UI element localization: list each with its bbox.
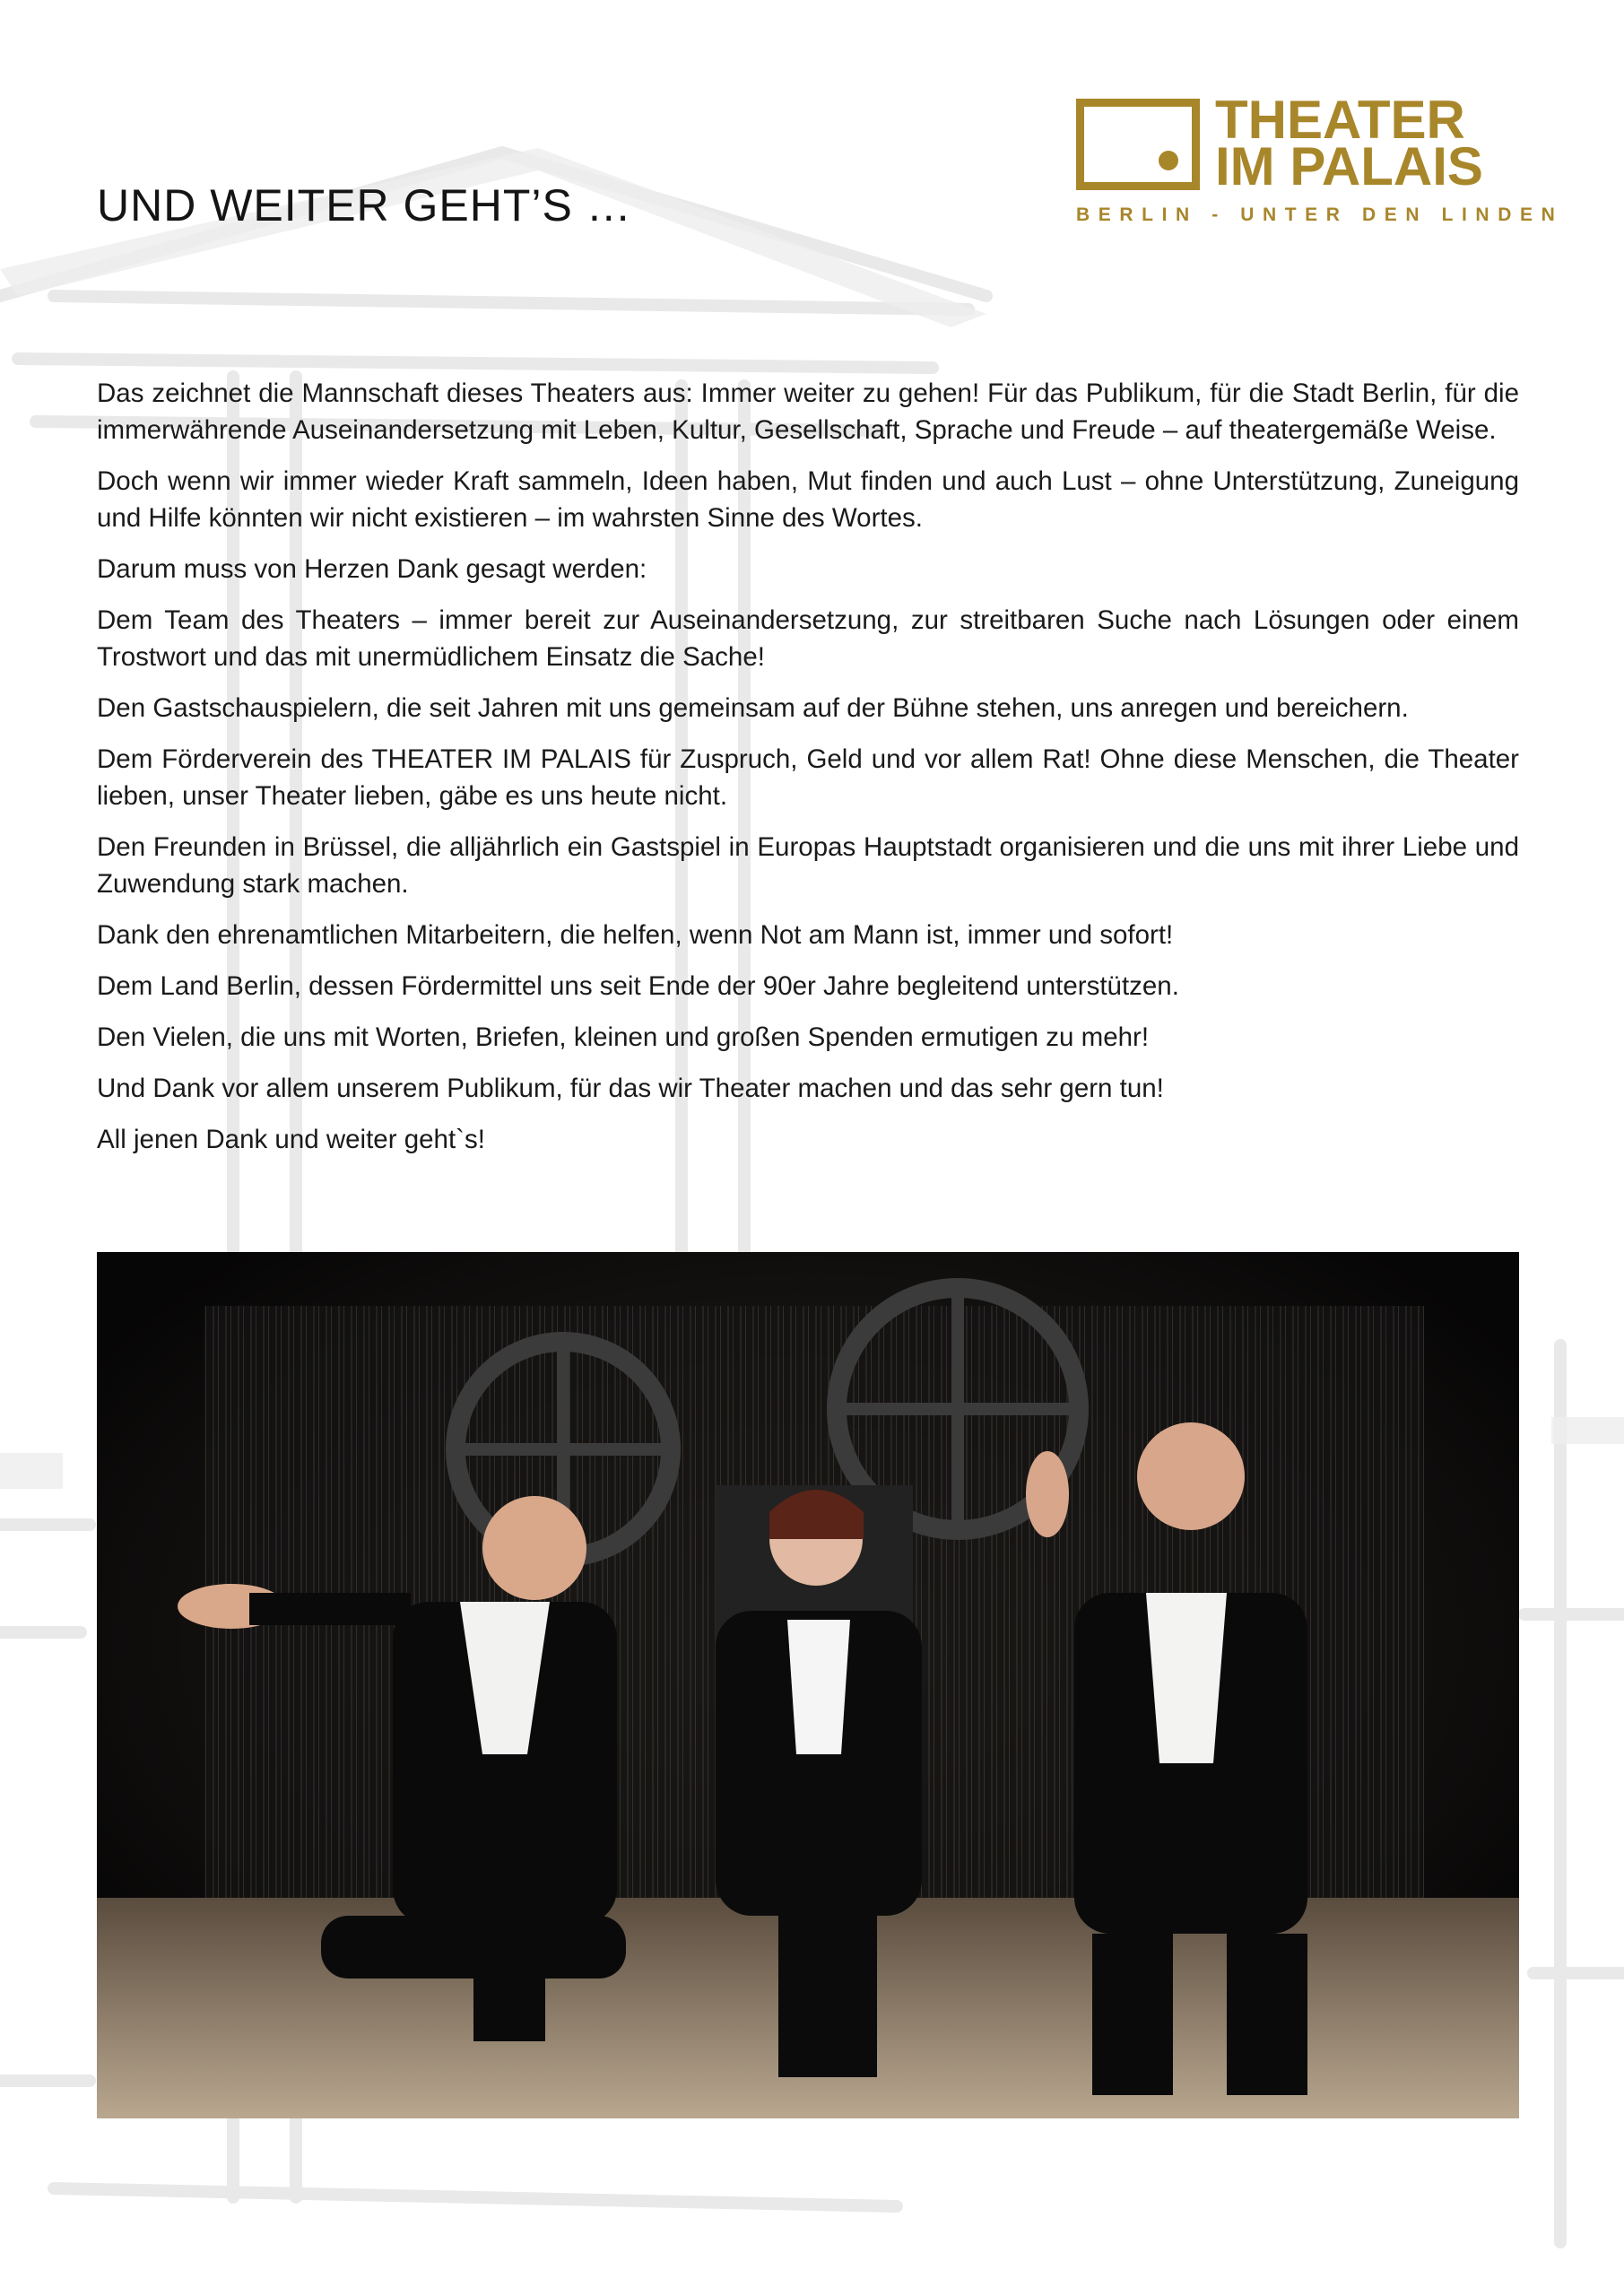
paragraph: Dem Team des Theaters – immer bereit zur Auseinandersetzung, zur streitbaren Suche nach Lösungen oder einem Trostwort und das mit unermüdlichem Einsatz die Sache! bbox=[97, 605, 1519, 672]
paragraph: Darum muss von Herzen Dank gesagt werden: bbox=[97, 554, 647, 584]
logo-line-1: THEATER bbox=[1215, 90, 1465, 150]
page-title: UND WEITER GEHT’S … bbox=[97, 180, 632, 230]
paragraph: Den Freunden in Brüssel, die alljährlich ein Gastspiel in Europas Hauptstadt organisieren und die uns mit ihrer Liebe und Zuwendung stark machen. bbox=[97, 832, 1519, 899]
paragraph: Dem Förderverein des THEATER IM PALAIS für Zuspruch, Geld und vor allem Rat! Ohne diese Menschen, die Theater lieben, unser Theater lieben, gäbe es uns heute nicht. bbox=[97, 744, 1519, 811]
paragraph: Dank den ehrenamtlichen Mitarbeitern, die helfen, wenn Not am Mann ist, immer und sofort! bbox=[97, 920, 1174, 950]
paragraph: Den Vielen, die uns mit Worten, Briefen, kleinen und großen Spenden ermutigen zu mehr! bbox=[97, 1022, 1150, 1052]
theater-logo bbox=[1076, 90, 1564, 230]
paragraph: All jenen Dank und weiter geht`s! bbox=[97, 1125, 485, 1154]
paragraph: Den Gastschauspielern, die seit Jahren mit uns gemeinsam auf der Bühne stehen, uns anregen und bereichern. bbox=[97, 693, 1409, 723]
paragraph: Und Dank vor allem unserem Publikum, für das wir Theater machen und das sehr gern tun! bbox=[97, 1074, 1164, 1103]
logo-line-2: IM PALAIS bbox=[1215, 136, 1483, 196]
paragraph: Doch wenn wir immer wieder Kraft sammeln, Ideen haben, Mut finden und auch Lust – ohne Unterstützung, Zuneigung und Hilfe könnten wir nicht existieren – im wahrsten Sinne des Wortes. bbox=[97, 466, 1519, 533]
paragraph: Das zeichnet die Mannschaft dieses Theaters aus: Immer weiter zu gehen! Für das Publikum, für die Stadt Berlin, für die immerwährende Auseinandersetzung mit Leben, Kultur, Gesellschaft, Sprache und Freude – auf theatergemäße Weise. bbox=[97, 378, 1519, 445]
stage-photo-illustration bbox=[97, 1252, 1519, 2118]
logo-dot-icon bbox=[1159, 151, 1178, 170]
logo-subtitle: BERLIN - UNTER DEN LINDEN bbox=[1076, 204, 1564, 225]
body-text bbox=[97, 375, 1519, 1172]
stage-photo bbox=[97, 1252, 1519, 2118]
paragraph: Dem Land Berlin, dessen Fördermittel uns seit Ende der 90er Jahre begleitend unterstützen. bbox=[97, 971, 1179, 1001]
logo-frame-icon bbox=[1076, 99, 1200, 190]
